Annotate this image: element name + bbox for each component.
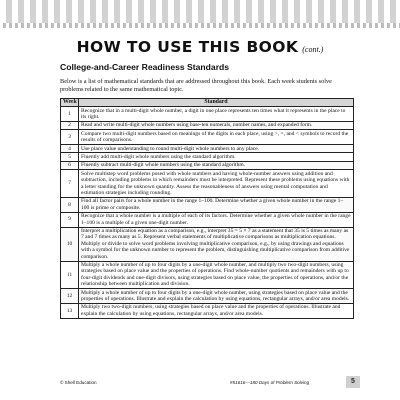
standard-cell: Find all factor pairs for a whole number in the range 1–100. Determine whether a given whole number in the range 1–100 is prime or composite. <box>79 197 354 212</box>
product-code-text: #51616—180 Days of Problem Solving <box>230 380 310 385</box>
column-header-standard: Standard <box>79 99 354 107</box>
table-header-row <box>61 99 354 107</box>
standard-cell: Multiply two two-digit numbers, using strategies based on place value and the properties of operations. Illustrate and explain the calculation by using equations, rectangular arrays, and/or area models. <box>79 303 354 318</box>
standard-cell: Compare two multi-digit numbers based on meanings of the digits in each place, using >, =, and < symbols to record the results of comparisons. <box>79 130 354 145</box>
standard-cell: Multiply a whole number of up to four digits by a one-digit whole number, using strategies based on place value and the properties of operations. Illustrate and explain the calculation by using equations, rectangular arrays, and/or area models. <box>79 289 354 304</box>
column-header-week: Week <box>61 99 79 107</box>
copyright-text: © Shell Education <box>60 380 97 385</box>
decorative-stripe-header <box>0 0 400 28</box>
section-title: College-and-Career Readiness Standards <box>60 62 230 72</box>
week-cell: 11 <box>61 261 79 289</box>
week-cell: 1 <box>61 107 79 122</box>
table-row <box>61 212 354 227</box>
continued-note: (cont.) <box>302 45 324 54</box>
table-row <box>61 107 354 122</box>
standard-cell: Use place value understanding to round multi-digit whole numbers to any place. <box>79 145 354 153</box>
week-cell: 12 <box>61 289 79 304</box>
table-row <box>61 197 354 212</box>
table-row <box>61 161 354 169</box>
table-row <box>61 303 354 318</box>
week-cell: 2 <box>61 121 79 129</box>
page-title-row <box>0 38 400 57</box>
standard-cell: Recognize that a whole number is a multiple of each of its factors. Determine whether a given whole number in the range 1–100 is a multiple of a given one-digit number. <box>79 212 354 227</box>
standard-cell: Interpret a multiplication equation as a comparison, e.g., interpret 35 = 5 × 7 as a statement that 35 is 5 times as many as 7 and 7 times as many as 5. Represent verbal statements of multiplicative comparisons as multiplication equations. Multiply or divide to solve word problems involving multiplicative comparison, e.g., by using drawings and equations with a symbol for the unknown number to represent the problem, distinguishing multiplicative comparison from additive comparison. <box>79 227 354 261</box>
week-cell: 9 <box>61 212 79 227</box>
page-number: 5 <box>346 376 360 388</box>
standard-cell: Fluently add multi-digit whole numbers using the standard algorithm. <box>79 153 354 161</box>
week-cell: 7 <box>61 170 79 198</box>
week-cell: 6 <box>61 161 79 169</box>
table-row <box>61 170 354 198</box>
standard-cell: Multiply a whole number of up to four digits by a one-digit whole number, and multiply two two-digit numbers, using strategies based on place value and the properties of operations. Find whole-number quotients and remainders with up to four-digit dividends and one-digit divisors, using strategies based on place value, the properties of operations, and/or the relationship between multiplication and division. <box>79 261 354 289</box>
standards-table <box>60 98 354 319</box>
table-row <box>61 130 354 145</box>
week-cell: 3 <box>61 130 79 145</box>
table-row <box>61 121 354 129</box>
table-row <box>61 153 354 161</box>
week-cell: 13 <box>61 303 79 318</box>
week-cell: 10 <box>61 227 79 261</box>
standard-cell: Recognize that in a multi-digit whole number, a digit in one place represents ten times what it represents in the place to its right. <box>79 107 354 122</box>
week-cell: 8 <box>61 197 79 212</box>
table-row <box>61 289 354 304</box>
table-row <box>61 227 354 261</box>
standard-cell: Solve multistep word problems posed with whole numbers and having whole-number answers using addition and subtraction, including problems in which remainders must be interpreted. Represent these problems using equations with a letter standing for the unknown quantity. Assess the reasonableness of answers using mental computation and estimation strategies including rounding. <box>79 170 354 198</box>
page-title: HOW TO USE THIS BOOK <box>76 38 299 56</box>
week-cell: 4 <box>61 145 79 153</box>
standard-cell: Read and write multi-digit whole numbers using base-ten numerals, number names, and expanded form. <box>79 121 354 129</box>
standard-cell: Fluently subtract multi-digit whole numbers using the standard algorithm. <box>79 161 354 169</box>
table-row <box>61 261 354 289</box>
week-cell: 5 <box>61 153 79 161</box>
table-row <box>61 145 354 153</box>
page-footer <box>60 376 360 390</box>
intro-paragraph: Below is a list of mathematical standards that are addressed throughout this book. Each week students solve problems related to the same mathematical topic. <box>60 78 332 94</box>
